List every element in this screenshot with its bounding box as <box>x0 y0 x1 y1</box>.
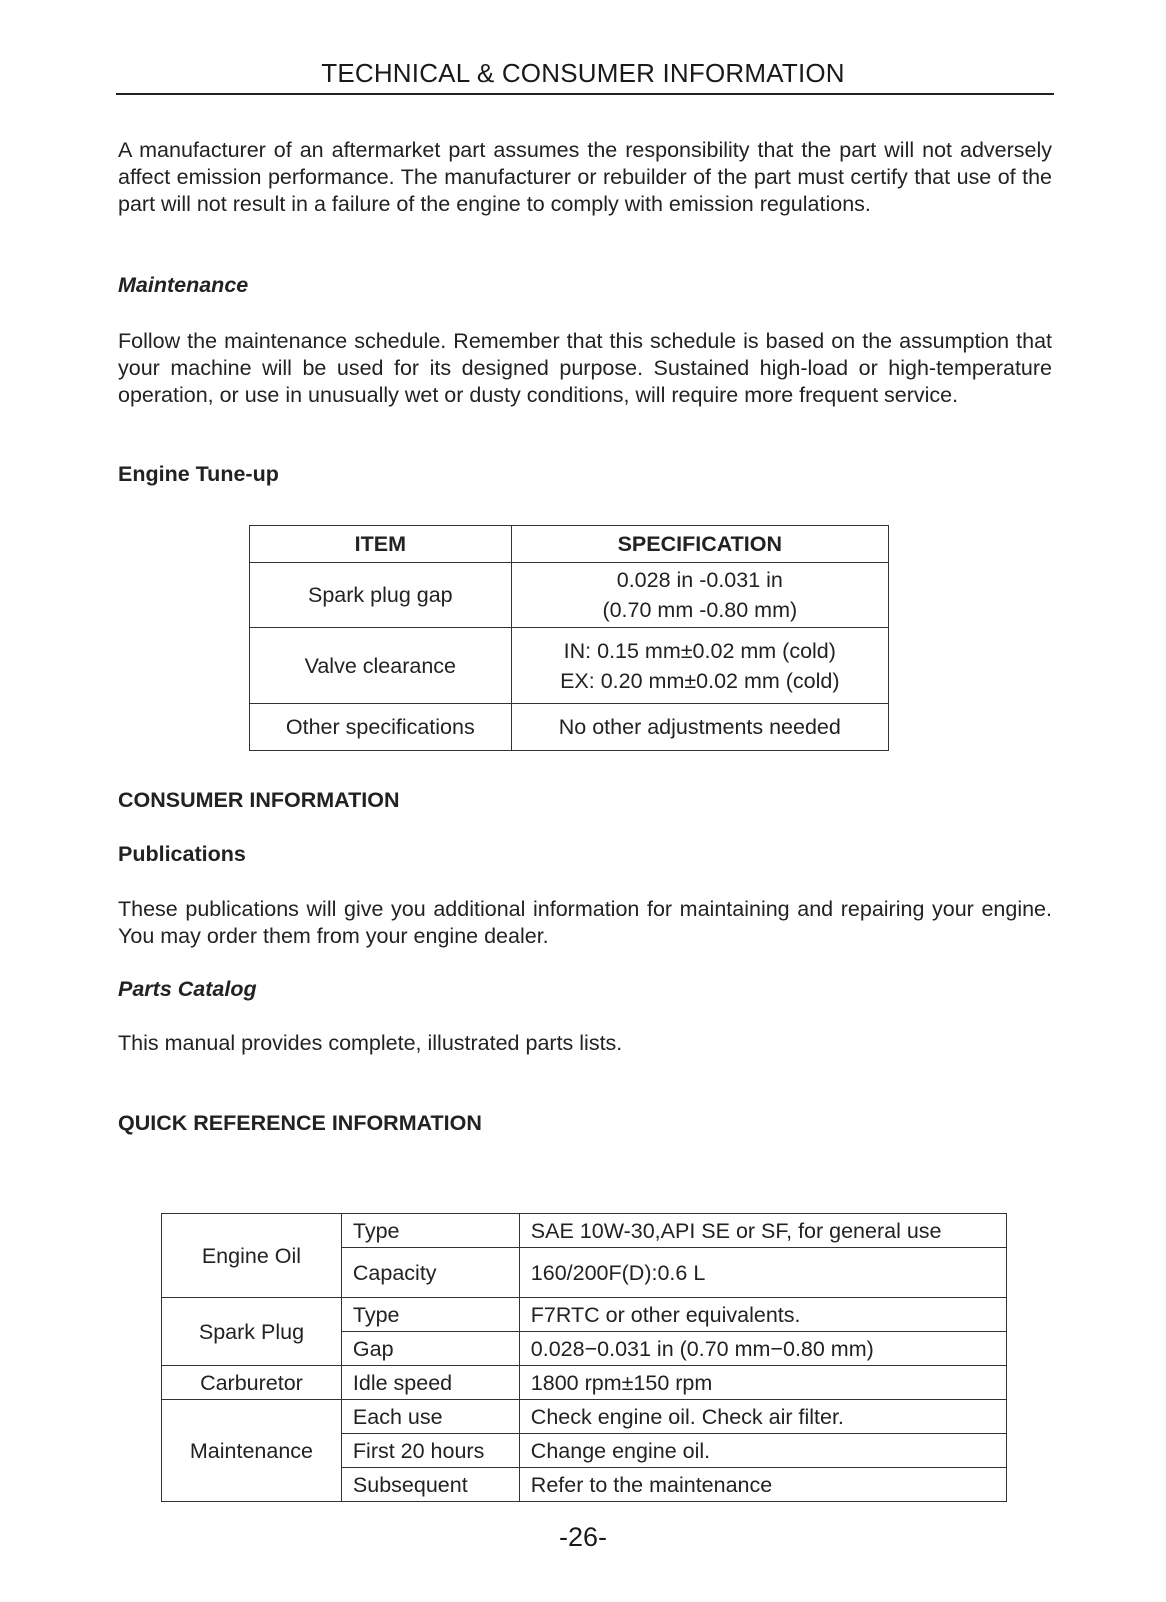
value-cell: F7RTC or other equivalents. <box>519 1298 1006 1332</box>
maintenance-heading: Maintenance <box>118 273 249 297</box>
spark-plug-group-cell: Spark Plug <box>162 1298 342 1366</box>
page-number: -26- <box>558 1522 607 1552</box>
consumer-information-heading: CONSUMER INFORMATION <box>118 788 400 812</box>
attribute-cell: Gap <box>341 1332 519 1366</box>
header-rule <box>116 93 1054 95</box>
carburetor-group-cell: Carburetor <box>162 1366 342 1400</box>
attribute-cell: Subsequent <box>341 1468 519 1502</box>
value-cell: Refer to the maintenance <box>519 1468 1006 1502</box>
table-row <box>250 563 889 628</box>
quick-reference-table <box>161 1213 1007 1502</box>
spec-line: 0.028 in -0.031 in <box>616 568 783 592</box>
column-header-item: ITEM <box>250 526 512 563</box>
publications-heading: Publications <box>118 842 246 866</box>
value-cell: Change engine oil. <box>519 1434 1006 1468</box>
table-row <box>162 1400 1007 1434</box>
attribute-cell: Idle speed <box>341 1366 519 1400</box>
attribute-cell: First 20 hours <box>341 1434 519 1468</box>
maintenance-group-cell: Maintenance <box>162 1400 342 1502</box>
quick-reference-heading: QUICK REFERENCE INFORMATION <box>118 1111 482 1135</box>
engine-tuneup-heading: Engine Tune-up <box>118 462 279 486</box>
spec-line: (0.70 mm -0.80 mm) <box>602 598 798 622</box>
attribute-cell: Each use <box>341 1400 519 1434</box>
table-row <box>162 1298 1007 1332</box>
spec-line: IN: 0.15 mm±0.02 mm (cold) <box>563 638 836 663</box>
attribute-cell: Capacity <box>341 1248 519 1298</box>
spec-cell <box>511 563 888 628</box>
table-row <box>162 1214 1007 1248</box>
attribute-cell: Type <box>341 1298 519 1332</box>
table-header-row <box>250 526 889 563</box>
value-cell: 0.028−0.031 in (0.70 mm−0.80 mm) <box>519 1332 1006 1366</box>
value-cell: 1800 rpm±150 rpm <box>519 1366 1006 1400</box>
spec-cell: No other adjustments needed <box>511 704 888 751</box>
table-row <box>162 1366 1007 1400</box>
table-row <box>250 628 889 704</box>
page-header-title: TECHNICAL & CONSUMER INFORMATION <box>321 58 845 88</box>
column-header-specification: SPECIFICATION <box>511 526 888 563</box>
item-cell: Valve clearance <box>250 628 512 704</box>
engine-tuneup-table <box>249 525 889 751</box>
attribute-cell: Type <box>341 1214 519 1248</box>
maintenance-paragraph: Follow the maintenance schedule. Remember that this schedule is based on the assumption that your machine will be used for its designed purpose. Sustained high-load or high-temperature operation, or use in unusually wet or dusty conditions, will require more frequent service. <box>118 329 1052 407</box>
publications-paragraph: These publications will give you additional information for maintaining and repairing your engine. You may order them from your engine dealer. <box>118 897 1052 948</box>
spec-cell <box>511 628 888 704</box>
spec-line: EX: 0.20 mm±0.02 mm (cold) <box>560 668 840 693</box>
parts-catalog-heading: Parts Catalog <box>118 977 257 1001</box>
engine-oil-group-cell: Engine Oil <box>162 1214 342 1298</box>
value-cell: Check engine oil. Check air filter. <box>519 1400 1006 1434</box>
parts-catalog-paragraph: This manual provides complete, illustrated parts lists. <box>118 1031 623 1055</box>
value-cell: 160/200F(D):0.6 L <box>519 1248 1006 1298</box>
item-cell: Other specifications <box>250 704 512 751</box>
value-cell: SAE 10W-30,API SE or SF, for general use <box>519 1214 1006 1248</box>
intro-paragraph: A manufacturer of an aftermarket part assumes the responsibility that the part will not adversely affect emission performance. The manufacturer or rebuilder of the part must certify that use of the part will not result in a failure of the engine to comply with emission regulations. <box>118 138 1052 216</box>
item-cell: Spark plug gap <box>250 563 512 628</box>
table-row <box>250 704 889 751</box>
